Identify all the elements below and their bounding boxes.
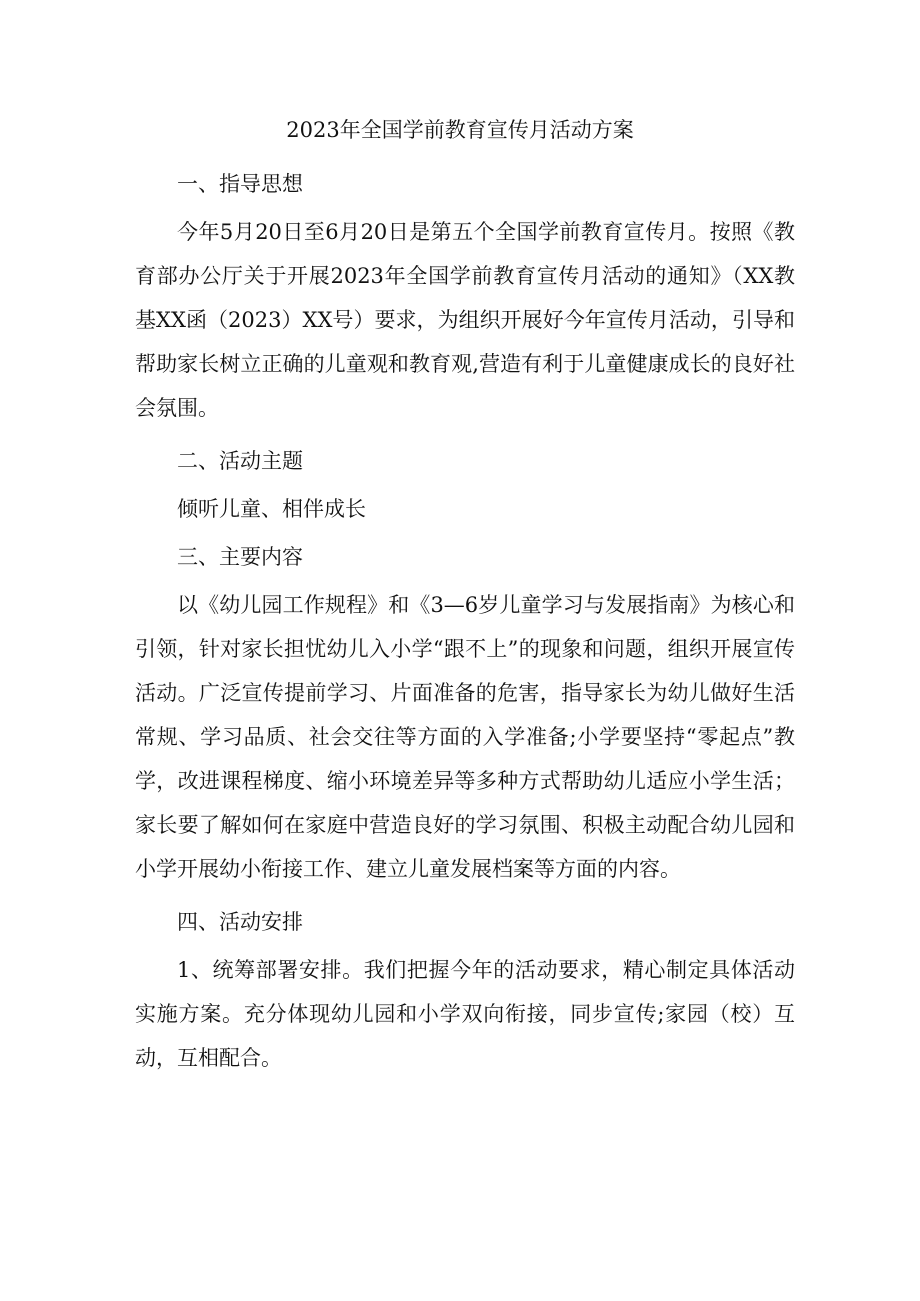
section-paragraph-guiding-ideology: 今年5月20日至6月20日是第五个全国学前教育宣传月。按照《教育部办公厅关于开展2023年全国学前教育宣传月活动的通知》（XX教基XX函（2023）XX号）要求，为组织开展好今年宣传月活动，引导和帮助家长树立正确的儿童观和教育观,营造有利于儿童健康成长的良好社会氛围。 [135,220,795,420]
section-paragraph-activity-arrangement: 1、统筹部署安排。我们把握今年的活动要求，精心制定具体活动实施方案。充分体现幼儿园和小学双向衔接，同步宣传;家园（校）互动，互相配合。 [135,958,795,1070]
document-body [135,162,795,1080]
section-heading-activity-theme: 二、活动主题 [177,449,303,473]
document-title: 2023年全国学前教育宣传月活动方案 [286,118,634,142]
section-heading-activity-arrangement: 四、活动安排 [177,910,303,934]
section-heading-main-content: 三、主要内容 [177,545,303,569]
section-paragraph-activity-theme: 倾听儿童、相伴成长 [177,497,366,521]
section-heading-guiding-ideology: 一、指导思想 [177,172,303,196]
section-paragraph-main-content: 以《幼儿园工作规程》和《3—6岁儿童学习与发展指南》为核心和引领，针对家长担忧幼儿入小学“跟不上”的现象和问题，组织开展宣传活动。广泛宣传提前学习、片面准备的危害，指导家长为幼儿做好生活常规、学习品质、社会交往等方面的入学准备;小学要坚持“零起点”教学，改进课程梯度、缩小环境差异等多种方式帮助幼儿适应小学生活；家长要了解如何在家庭中营造良好的学习氛围、积极主动配合幼儿园和小学开展幼小衔接工作、建立儿童发展档案等方面的内容。 [135,593,795,881]
